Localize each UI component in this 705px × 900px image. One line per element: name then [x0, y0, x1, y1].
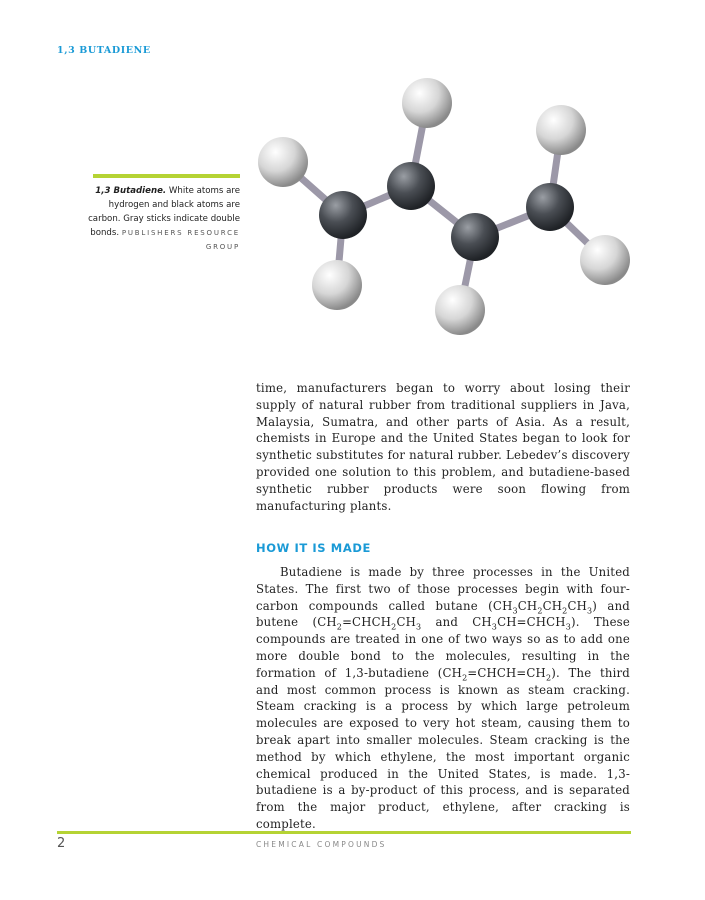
- caption-rule: [93, 174, 240, 178]
- body-paragraph-2: [256, 564, 630, 833]
- formula-butene-2: $CH_3CH=CHCH_3$: [472, 615, 571, 632]
- carbon-atom: [319, 191, 367, 239]
- caption-text: White atoms are hydrogen and black atoms are carbon. Gray sticks indicate double bonds.: [88, 186, 240, 238]
- paragraph-text: Butadiene is made by three processes in the United States. The first two of those processes begin with four-carbon compounds called butane $(CH_3CH_2CH_2CH_3)$ and butene ($CH_2=CHCH_2CH_3$ and $CH_3CH=CHCH_3$). These compounds are treated in one of two ways so as to add one more double bond to the molecules, resulting in the formation of 1,3-butadiene $(CH_2=CHCH=CH_2)$. The third and most common process is known as steam cracking. Steam cracking is a process by which large petroleum molecules are exposed to very hot steam, causing them to break apart into smaller molecules. Steam cracking is the method by which ethylene, the most important organic chemical produced in the United States, is made. 1,3-butadiene is a by-product of this process, and is separated from the major product, ethylene, after cracking is complete.: [256, 565, 630, 831]
- running-foot: CHEMICAL COMPOUNDS: [256, 840, 387, 849]
- hydrogen-atom: [536, 105, 586, 155]
- formula-butene-1: $CH_2=CHCH_2CH_3$: [317, 615, 422, 632]
- running-head: 1,3 BUTADIENE: [57, 45, 151, 56]
- butadiene-molecule-illustration: [245, 70, 645, 370]
- paragraph-text: time, manufacturers began to worry about losing their supply of natural rubber from traditional suppliers in Java, Malaysia, Sumatra, and other parts of Asia. As a result, chemists in Europe and the United States began to look for synthetic substitutes for natural rubber. Lebedev’s discovery provided one solution to this problem, and butadiene-based synthetic rubber products were soon flowing from manufacturing plants.: [256, 381, 630, 513]
- hydrogen-atom: [435, 285, 485, 335]
- footer-rule: [57, 831, 631, 834]
- hydrogen-atom: [258, 137, 308, 187]
- formula-butadiene: $CH_2=CHCH=CH_2$: [442, 665, 552, 683]
- section-heading: HOW IT IS MADE: [256, 541, 371, 555]
- carbon-atom: [451, 213, 499, 261]
- hydrogen-atom: [312, 260, 362, 310]
- body-paragraph-1: [256, 380, 630, 514]
- hydrogen-atom: [402, 78, 452, 128]
- hydrogen-atom: [580, 235, 630, 285]
- hydrogen-atoms: [258, 78, 630, 335]
- caption-label: 1,3 Butadiene.: [95, 186, 167, 196]
- caption-credit: PUBLISHERS RESOURCE GROUP: [121, 229, 240, 251]
- formula-butane: $CH_3CH_2CH_2CH_3$: [492, 598, 593, 615]
- figure-caption: [80, 184, 240, 254]
- page-number: 2: [57, 836, 66, 851]
- carbon-atom: [387, 162, 435, 210]
- carbon-atom: [526, 183, 574, 231]
